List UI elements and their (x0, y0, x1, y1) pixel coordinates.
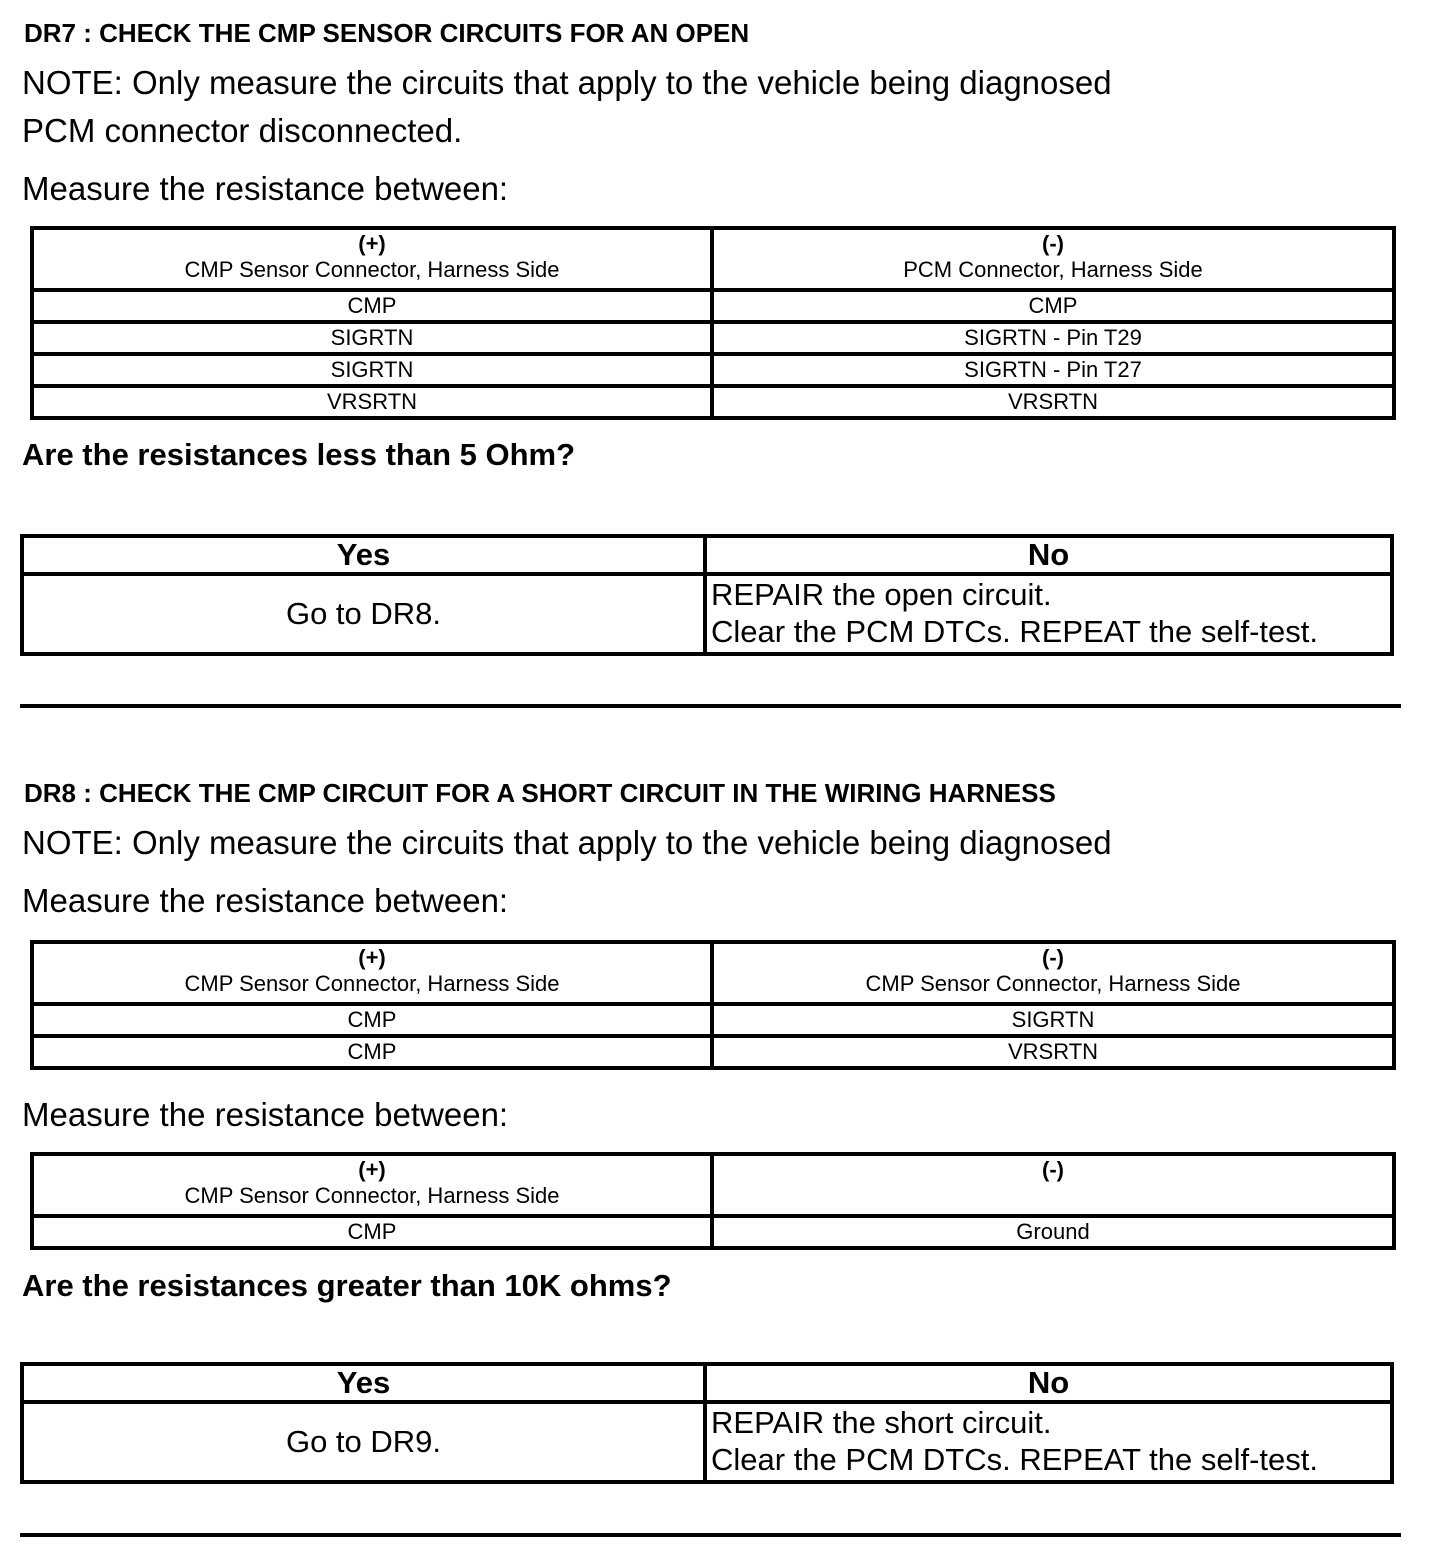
dr7-condition: PCM connector disconnected. (22, 112, 463, 149)
dr7-question: Are the resistances less than 5 Ohm? (22, 437, 576, 472)
minus-column-header (712, 942, 1394, 1004)
minus-symbol: (-) (1042, 231, 1064, 256)
plus-cell: CMP (32, 1036, 712, 1068)
no-action-line-1: REPAIR the short circuit. (711, 1405, 1052, 1440)
table-row (32, 1004, 1394, 1036)
plus-column-header (32, 1154, 712, 1216)
dr8-instruction-1: Measure the resistance between: (22, 882, 509, 919)
minus-cell: VRSRTN (712, 386, 1394, 418)
plus-symbol: (+) (358, 945, 386, 970)
no-header: No (705, 536, 1392, 574)
yes-header: Yes (22, 536, 705, 574)
plus-label: CMP Sensor Connector, Harness Side (184, 257, 560, 282)
minus-cell: SIGRTN (712, 1004, 1394, 1036)
plus-cell: CMP (32, 290, 712, 322)
minus-symbol: (-) (1042, 945, 1064, 970)
dr7-decision-table (20, 534, 1394, 656)
minus-label: CMP Sensor Connector, Harness Side (865, 971, 1241, 996)
dr8-measurement-table-1 (30, 940, 1396, 1070)
minus-cell: Ground (712, 1216, 1394, 1248)
table-header-row (32, 1154, 1394, 1216)
no-action (705, 574, 1392, 654)
plus-symbol: (+) (358, 1157, 386, 1182)
dr8-decision-table (20, 1362, 1394, 1484)
table-row (32, 290, 1394, 322)
table-row (32, 1216, 1394, 1248)
table-header-row (32, 228, 1394, 290)
plus-cell: SIGRTN (32, 354, 712, 386)
table-row (32, 1036, 1394, 1068)
minus-cell: SIGRTN - Pin T27 (712, 354, 1394, 386)
plus-label: CMP Sensor Connector, Harness Side (184, 971, 560, 996)
no-action-line-2: Clear the PCM DTCs. REPEAT the self-test. (711, 614, 1318, 649)
dr7-instruction: Measure the resistance between: (22, 170, 509, 207)
section-divider (20, 1533, 1401, 1537)
plus-cell: CMP (32, 1004, 712, 1036)
plus-column-header (32, 228, 712, 290)
plus-cell: CMP (32, 1216, 712, 1248)
decision-header-row (22, 1364, 1392, 1402)
no-action-line-1: REPAIR the open circuit. (711, 577, 1052, 612)
no-action (705, 1402, 1392, 1482)
table-row (32, 354, 1394, 386)
dr7-heading: DR7 : CHECK THE CMP SENSOR CIRCUITS FOR AN OPEN (24, 18, 750, 48)
yes-header: Yes (22, 1364, 705, 1402)
dr7-measurement-table (30, 226, 1396, 420)
plus-cell: VRSRTN (32, 386, 712, 418)
minus-cell: CMP (712, 290, 1394, 322)
table-header-row (32, 942, 1394, 1004)
dr7-note: NOTE: Only measure the circuits that apply to the vehicle being diagnosed (22, 64, 1112, 101)
table-row (32, 386, 1394, 418)
no-action-line-2: Clear the PCM DTCs. REPEAT the self-test. (711, 1442, 1318, 1477)
minus-symbol: (-) (1042, 1157, 1064, 1182)
minus-label: PCM Connector, Harness Side (903, 257, 1203, 282)
dr8-note: NOTE: Only measure the circuits that apply to the vehicle being diagnosed (22, 824, 1112, 861)
decision-row (22, 1402, 1392, 1482)
table-row (32, 322, 1394, 354)
plus-symbol: (+) (358, 231, 386, 256)
minus-column-header (712, 1154, 1394, 1216)
plus-label: CMP Sensor Connector, Harness Side (184, 1183, 560, 1208)
dr8-measurement-table-2 (30, 1152, 1396, 1250)
minus-cell: VRSRTN (712, 1036, 1394, 1068)
plus-cell: SIGRTN (32, 322, 712, 354)
dr8-heading: DR8 : CHECK THE CMP CIRCUIT FOR A SHORT CIRCUIT IN THE WIRING HARNESS (24, 778, 1056, 808)
decision-header-row (22, 536, 1392, 574)
minus-column-header (712, 228, 1394, 290)
section-divider (20, 704, 1401, 708)
yes-action: Go to DR8. (22, 574, 705, 654)
yes-action: Go to DR9. (22, 1402, 705, 1482)
minus-cell: SIGRTN - Pin T29 (712, 322, 1394, 354)
no-header: No (705, 1364, 1392, 1402)
dr8-question: Are the resistances greater than 10K ohms? (22, 1268, 672, 1303)
dr8-instruction-2: Measure the resistance between: (22, 1096, 509, 1133)
decision-row (22, 574, 1392, 654)
plus-column-header (32, 942, 712, 1004)
